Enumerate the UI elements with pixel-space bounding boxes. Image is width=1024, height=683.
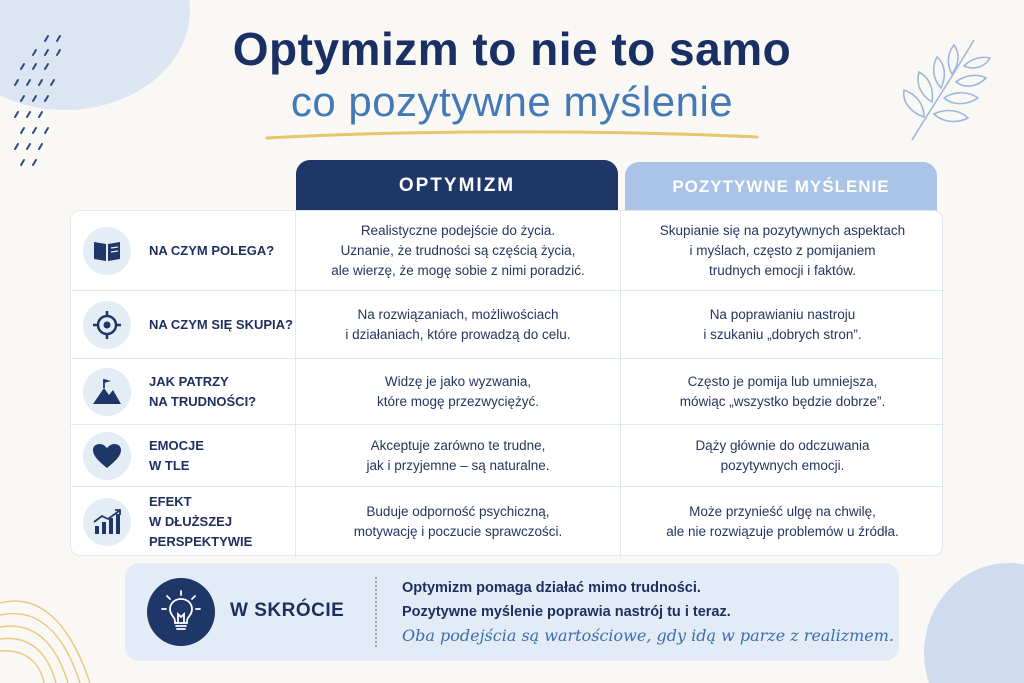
table-row [71, 211, 944, 291]
row-label-cell [71, 425, 296, 486]
optymizm-cell [296, 487, 621, 557]
column-header-optymizm: OPTYMIZM [296, 160, 618, 212]
optymizm-text: Akceptuje zarówno te trudne, jak i przyjemne – są naturalne. [366, 437, 550, 473]
mountain-flag-icon [83, 368, 131, 416]
optymizm-text: Na rozwiązaniach, możliwościach i działaniach, które prowadzą do celu. [345, 306, 571, 342]
pozytywne-text: Może przynieść ulgę na chwilę, ale nie rozwiązuje problemów u źródła. [666, 504, 899, 539]
book-icon [83, 227, 131, 275]
row-label: NA CZYM SIĘ SKUPIA? [149, 316, 293, 332]
row-label: NA CZYM POLEGA? [149, 242, 275, 258]
heart-icon [83, 432, 131, 480]
comparison-table [70, 210, 943, 556]
title-underline [262, 128, 762, 142]
pozytywne-text: Dąży głównie do odczuwania pozytywnych emocji. [695, 437, 870, 473]
optymizm-cell [296, 291, 621, 358]
target-icon [83, 301, 131, 349]
summary-divider [375, 577, 377, 647]
summary-box [125, 563, 899, 661]
row-label-cell [71, 487, 296, 557]
summary-line-2: Pozytywne myślenie poprawia nastrój tu i teraz. [402, 604, 731, 620]
lightbulb-icon [147, 578, 215, 646]
pozytywne-cell [621, 359, 944, 424]
table-row [71, 359, 944, 425]
pozytywne-cell [621, 425, 944, 486]
summary-title: W SKRÓCIE [230, 600, 345, 621]
pozytywne-text: Na poprawianiu nastroju i szukaniu „dobrych stron”. [703, 306, 862, 342]
table-row [71, 487, 944, 557]
pozytywne-cell [621, 291, 944, 358]
summary-line-3: Oba podejścia są wartościowe, gdy idą w parze z realizmem. [402, 626, 895, 645]
optymizm-text: Buduje odporność psychiczną, motywację i poczucie sprawczości. [353, 504, 563, 539]
optymizm-cell [296, 425, 621, 486]
page-title: Optymizm to nie to samo [232, 23, 792, 75]
pozytywne-text: Często je pomija lub umniejsza, mówiąc „wszystko będzie dobrze”. [679, 373, 886, 409]
optymizm-cell [296, 359, 621, 424]
growth-chart-icon [83, 498, 131, 546]
optymizm-text: Widzę je jako wyzwania, które mogę przezwyciężyć. [376, 373, 540, 409]
row-label: EMOCJE W TLE [149, 437, 204, 473]
optymizm-cell [296, 211, 621, 290]
decorative-blob-bottom-right [924, 563, 1024, 683]
column-header-pozytywne: POZYTYWNE MYŚLENIE [625, 162, 937, 212]
row-label-cell [71, 359, 296, 424]
table-row [71, 425, 944, 487]
page-subtitle: co pozytywne myślenie [290, 78, 734, 125]
row-label: EFEKT W DŁUŻSZEJ PERSPEKTYWIE [149, 494, 253, 549]
pozytywne-cell [621, 487, 944, 557]
row-label: JAK PATRZY NA TRUDNOŚCI? [149, 373, 257, 409]
row-label-cell [71, 211, 296, 290]
table-row [71, 291, 944, 359]
decorative-wave-lines [0, 573, 140, 683]
row-label-cell [71, 291, 296, 358]
optymizm-text: Realistyczne podejście do życia. Uznanie, że trudności są częścią życia, ale wierzę, że mogę sobie z nimi poradzić. [331, 222, 585, 278]
pozytywne-cell [621, 211, 944, 290]
summary-line-1: Optymizm pomaga działać mimo trudności. [402, 580, 701, 596]
pozytywne-text: Skupianie się na pozytywnych aspektach i myślach, często z pomijaniem trudnych emocji i faktów. [659, 222, 906, 278]
